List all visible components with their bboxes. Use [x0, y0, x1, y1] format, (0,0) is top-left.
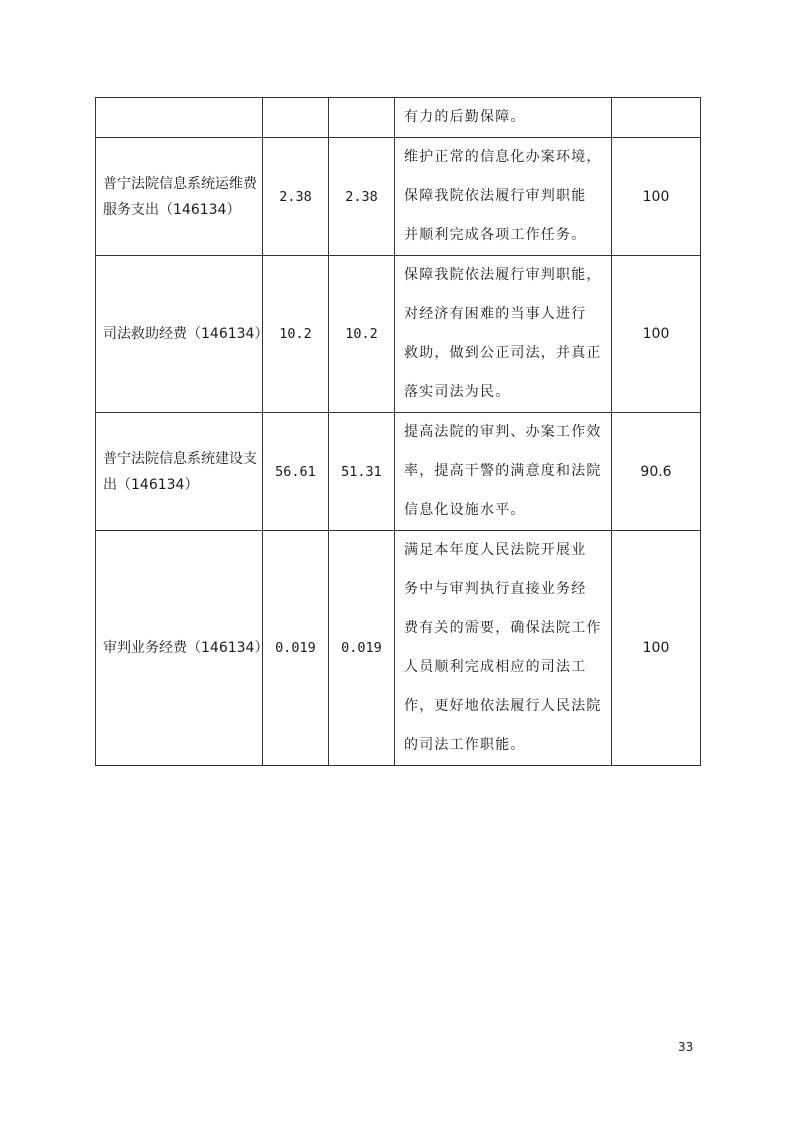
performance-goal-line: 落实司法为民。	[404, 384, 511, 400]
performance-goal-line: 的司法工作职能。	[404, 737, 526, 753]
performance-goal-line: 有力的后勤保障。	[404, 109, 526, 125]
performance-goal-line: 保障我院依法履行审判职能，	[404, 267, 602, 283]
performance-goal-line: 保障我院依法履行审判职能	[404, 188, 587, 204]
project-name-cell	[96, 138, 263, 256]
performance-goal-line: 对经济有困难的当事人进行	[404, 306, 587, 322]
actual-amount-cell: 0.019	[329, 531, 395, 766]
table-row	[96, 138, 701, 256]
performance-goal-cell	[395, 138, 612, 256]
performance-goal-line: 率，提高干警的满意度和法院	[404, 463, 602, 479]
table-row	[96, 531, 701, 766]
budget-amount-cell: 0.019	[263, 531, 329, 766]
actual-amount-cell: 51.31	[329, 413, 395, 531]
project-name-line: 普宁法院信息系统建设支	[103, 450, 257, 467]
performance-goal-line: 务中与审判执行直接业务经	[404, 581, 587, 597]
budget-amount-cell: 56.61	[263, 413, 329, 531]
project-name-line: 服务支出（146134）	[103, 201, 241, 218]
performance-goal-cell	[395, 98, 612, 138]
score-cell: 100	[612, 138, 701, 256]
budget-amount-cell: 10.2	[263, 256, 329, 413]
performance-goal-line: 作，更好地依法履行人民法院	[404, 698, 602, 714]
project-name-cell	[96, 531, 269, 766]
project-name-cell	[96, 98, 263, 138]
table-row	[96, 413, 701, 531]
performance-goal-cell	[395, 413, 612, 531]
actual-amount-cell	[329, 98, 395, 138]
score-cell	[612, 98, 701, 138]
budget-amount-cell	[263, 98, 329, 138]
performance-goal-cell	[395, 531, 612, 766]
performance-goal-line: 救助，做到公正司法，并真正	[404, 345, 602, 361]
score-cell: 100	[612, 256, 701, 413]
performance-goal-line: 维护正常的信息化办案环境，	[404, 149, 602, 165]
actual-amount-cell: 10.2	[329, 256, 395, 413]
performance-goal-line: 费有关的需要，确保法院工作	[404, 620, 602, 636]
project-name-line: 审判业务经费（146134）	[103, 640, 269, 656]
project-name-line: 司法救助经费（146134）	[103, 326, 269, 342]
budget-amount-cell: 2.38	[263, 138, 329, 256]
score-cell: 100	[612, 531, 701, 766]
budget-performance-table	[95, 97, 701, 766]
actual-amount-cell: 2.38	[329, 138, 395, 256]
score-cell: 90.6	[612, 413, 701, 531]
table-row	[96, 256, 701, 413]
performance-goal-line: 提高法院的审判、办案工作效	[404, 424, 602, 440]
project-name-cell	[96, 256, 269, 413]
project-name-line: 出（146134）	[103, 476, 199, 493]
project-name-line: 普宁法院信息系统运维费	[103, 175, 257, 192]
performance-goal-line: 人员顺利完成相应的司法工	[404, 659, 587, 675]
table-row	[96, 98, 701, 138]
performance-goal-line: 满足本年度人民法院开展业	[404, 542, 587, 558]
performance-goal-cell	[395, 256, 612, 413]
project-name-cell	[96, 413, 263, 531]
performance-goal-line: 并顺利完成各项工作任务。	[404, 227, 587, 243]
performance-goal-line: 信息化设施水平。	[404, 502, 526, 518]
table-body	[96, 98, 701, 766]
page-number: 33	[678, 1040, 694, 1054]
